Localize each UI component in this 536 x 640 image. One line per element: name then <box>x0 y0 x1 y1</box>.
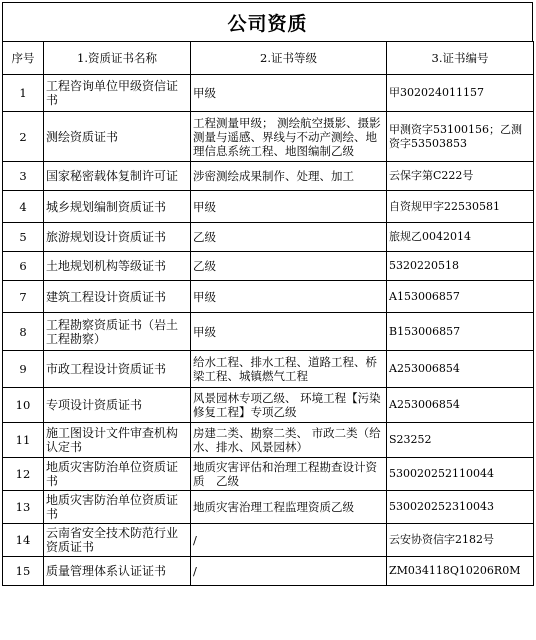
certificate-name: 工程咨询单位甲级资信证书 <box>44 75 191 112</box>
certificate-number: 甲测资字53100156；乙测资字53503853 <box>387 112 534 162</box>
certificate-number: 云保字第C222号 <box>387 162 534 191</box>
certificate-grade: 房建二类、勘察二类、 市政二类（给水、排水、风景园林） <box>191 423 387 458</box>
certificate-name: 专项设计资质证书 <box>44 388 191 423</box>
table-row <box>3 252 534 281</box>
table-row <box>3 162 534 191</box>
table-row <box>3 75 534 112</box>
certificate-grade: 甲级 <box>191 281 387 313</box>
table-row <box>3 491 534 524</box>
row-number: 5 <box>3 223 44 252</box>
certificate-number: 云安协资信字2182号 <box>387 524 534 557</box>
certificate-name: 旅游规划设计资质证书 <box>44 223 191 252</box>
header-no: 序号 <box>3 42 44 75</box>
row-number: 6 <box>3 252 44 281</box>
certificate-name: 地质灾害防治单位资质证书 <box>44 491 191 524</box>
certificate-grade: 甲级 <box>191 191 387 223</box>
header-grade: 2.证书等级 <box>191 42 387 75</box>
certificate-grade: 甲级 <box>191 313 387 351</box>
row-number: 7 <box>3 281 44 313</box>
table-row <box>3 458 534 491</box>
qualification-sheet <box>2 2 533 586</box>
certificate-name: 测绘资质证书 <box>44 112 191 162</box>
certificate-name: 建筑工程设计资质证书 <box>44 281 191 313</box>
table-row <box>3 191 534 223</box>
table-row <box>3 524 534 557</box>
row-number: 15 <box>3 557 44 586</box>
certificate-grade: 乙级 <box>191 223 387 252</box>
row-number: 3 <box>3 162 44 191</box>
certificate-number: A153006857 <box>387 281 534 313</box>
certificate-number: 530020252110044 <box>387 458 534 491</box>
certificate-name: 质量管理体系认证证书 <box>44 557 191 586</box>
certificate-name: 地质灾害防治单位资质证书 <box>44 458 191 491</box>
table-row <box>3 313 534 351</box>
table-row <box>3 351 534 388</box>
row-number: 13 <box>3 491 44 524</box>
qualification-table <box>2 41 534 586</box>
row-number: 4 <box>3 191 44 223</box>
certificate-number: 旅规乙0042014 <box>387 223 534 252</box>
certificate-grade: / <box>191 557 387 586</box>
certificate-number: 5320220518 <box>387 252 534 281</box>
row-number: 12 <box>3 458 44 491</box>
certificate-number: A253006854 <box>387 351 534 388</box>
page-title: 公司资质 <box>2 2 533 41</box>
table-row <box>3 557 534 586</box>
certificate-number: 甲302024011157 <box>387 75 534 112</box>
header-cert: 3.证书编号 <box>387 42 534 75</box>
certificate-number: ZM034118Q10206R0M <box>387 557 534 586</box>
row-number: 11 <box>3 423 44 458</box>
certificate-grade: 乙级 <box>191 252 387 281</box>
certificate-grade: 工程测量甲级； 测绘航空摄影、摄影测量与遥感、界线与不动产测绘、地理信息系统工程、地图编制乙级 <box>191 112 387 162</box>
certificate-name: 土地规划机构等级证书 <box>44 252 191 281</box>
certificate-number: A253006854 <box>387 388 534 423</box>
certificate-name: 云南省安全技术防范行业资质证书 <box>44 524 191 557</box>
table-body <box>3 75 534 586</box>
certificate-name: 城乡规划编制资质证书 <box>44 191 191 223</box>
certificate-grade: 甲级 <box>191 75 387 112</box>
certificate-number: 530020252310043 <box>387 491 534 524</box>
certificate-grade: 地质灾害治理工程监理资质乙级 <box>191 491 387 524</box>
certificate-grade: 给水工程、排水工程、道路工程、桥梁工程、城镇燃气工程 <box>191 351 387 388</box>
certificate-number: 自资规甲字22530581 <box>387 191 534 223</box>
certificate-number: S23252 <box>387 423 534 458</box>
row-number: 8 <box>3 313 44 351</box>
certificate-number: B153006857 <box>387 313 534 351</box>
header-row <box>3 42 534 75</box>
certificate-grade: 风景园林专项乙级、 环境工程【污染修复工程】专项乙级 <box>191 388 387 423</box>
certificate-name: 工程勘察资质证书（岩土工程勘察） <box>44 313 191 351</box>
row-number: 10 <box>3 388 44 423</box>
certificate-name: 施工图设计文件审查机构认定书 <box>44 423 191 458</box>
row-number: 2 <box>3 112 44 162</box>
table-row <box>3 388 534 423</box>
table-row <box>3 223 534 252</box>
row-number: 1 <box>3 75 44 112</box>
row-number: 9 <box>3 351 44 388</box>
header-name: 1.资质证书名称 <box>44 42 191 75</box>
table-row <box>3 281 534 313</box>
certificate-name: 国家秘密载体复制许可证 <box>44 162 191 191</box>
table-row <box>3 423 534 458</box>
certificate-grade: / <box>191 524 387 557</box>
table-row <box>3 112 534 162</box>
row-number: 14 <box>3 524 44 557</box>
certificate-grade: 涉密测绘成果制作、处理、加工 <box>191 162 387 191</box>
certificate-name: 市政工程设计资质证书 <box>44 351 191 388</box>
certificate-grade: 地质灾害评估和治理工程勘查设计资质 乙级 <box>191 458 387 491</box>
